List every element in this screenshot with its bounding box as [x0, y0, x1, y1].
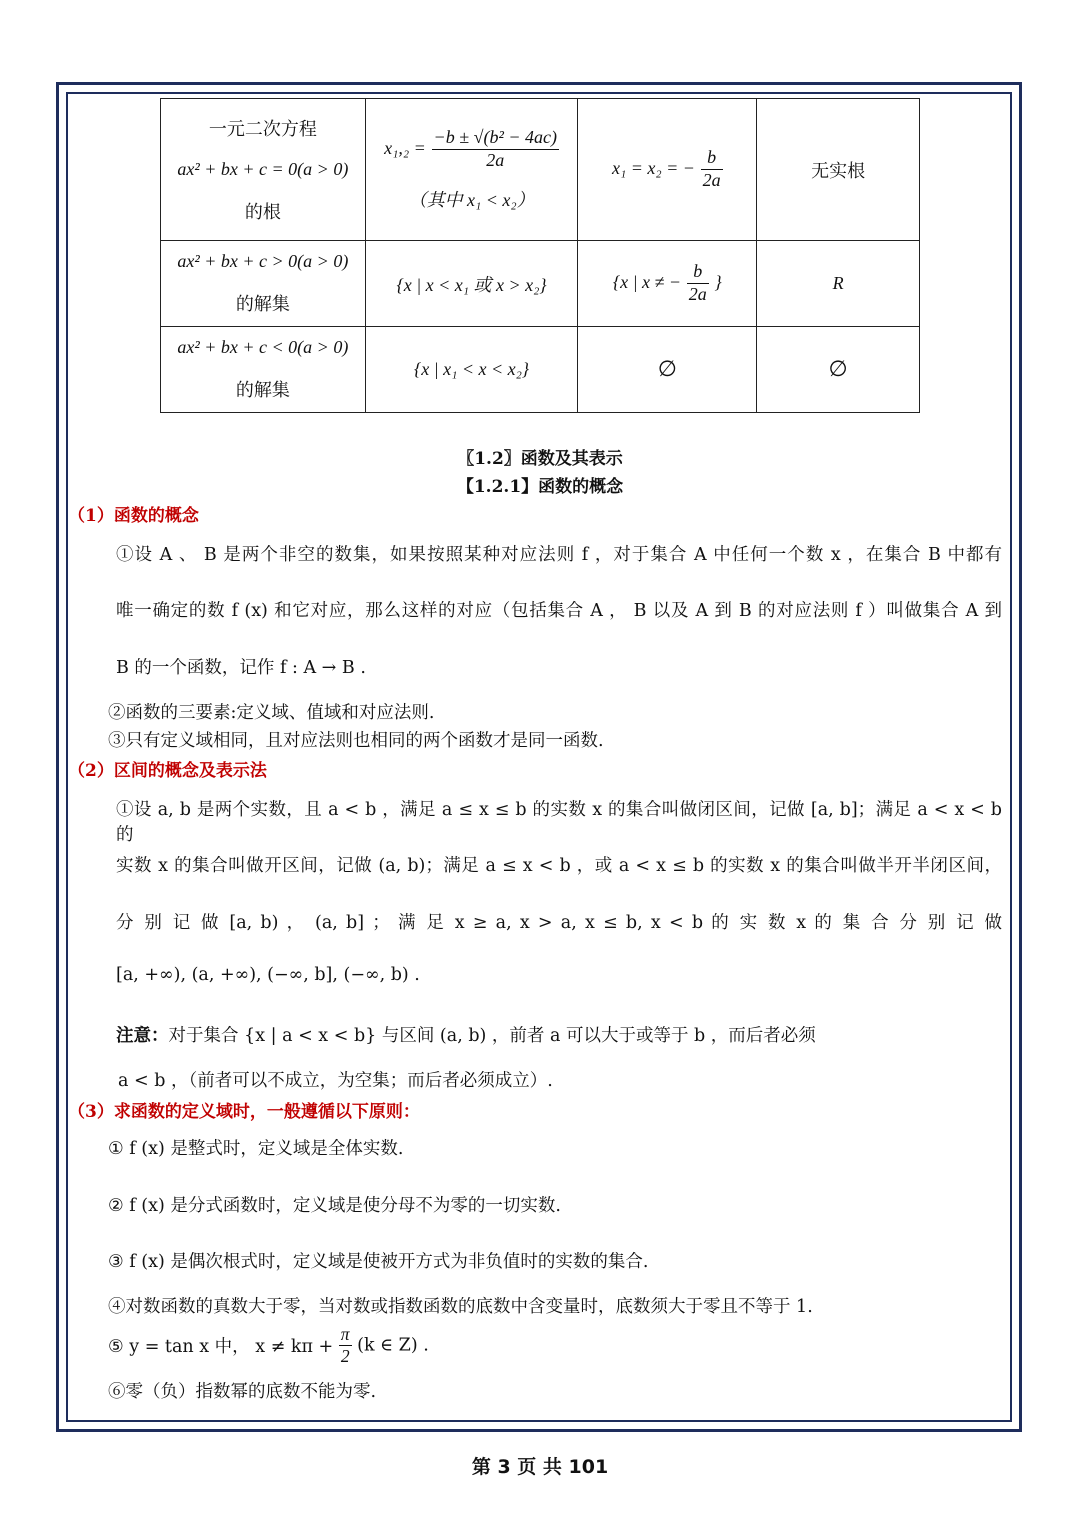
- row-label-bottom: 的根: [244, 202, 281, 223]
- table-row: [161, 241, 920, 327]
- table-cell: {x | x < x₁ 或 x > x₂}: [365, 241, 578, 327]
- rule-item: ⑥零（负）指数幂的底数不能为零.: [108, 1382, 377, 1402]
- quadratic-table: [160, 98, 920, 413]
- table-cell: [578, 99, 757, 241]
- double-root-fraction: [701, 147, 723, 191]
- table-cell: 无实根: [757, 99, 920, 241]
- table-cell: ∅: [757, 327, 920, 413]
- section-title: 〖1.2〗函数及其表示: [457, 449, 623, 469]
- fraction-denominator: 2a: [688, 284, 707, 304]
- note-label: 注意：: [116, 1026, 169, 1046]
- rule5-fraction: [339, 1324, 352, 1367]
- row-label-bottom: 的解集: [235, 294, 290, 315]
- fraction-numerator: π: [340, 1324, 350, 1344]
- fraction-denominator: 2a: [702, 170, 721, 190]
- paragraph-line: ①设 a, b 是两个实数，且 a < b ，满足 a ≤ x ≤ b 的实数 x 的集合叫做闭区间，记做 [a, b]；满足 a < x < b 的: [116, 800, 1002, 845]
- fraction-denominator: 2a: [486, 150, 505, 170]
- paragraph-line: ③只有定义域相同，且对应法则也相同的两个函数才是同一函数.: [108, 731, 604, 751]
- rule-item: ① f (x) 是整式时，定义域是全体实数.: [108, 1139, 404, 1159]
- page-footer: 第 3 页 共 101: [471, 1456, 609, 1478]
- row-label-equation: ax² + bx + c < 0(a > 0): [177, 337, 349, 357]
- fraction-numerator: b: [687, 261, 709, 284]
- table-cell: ∅: [578, 327, 757, 413]
- table-cell: [161, 327, 366, 413]
- part3-heading: （3）求函数的定义域时，一般遵循以下原则：: [68, 1102, 420, 1122]
- row-label-top: 一元二次方程: [208, 119, 317, 140]
- rule-item: ④对数函数的真数大于零，当对数或指数函数的底数中含变量时，底数须大于零且不等于 1.: [108, 1297, 813, 1317]
- table-cell: [578, 241, 757, 327]
- note-text: 对于集合 {x | a < x < b} 与区间 (a, b) ，前者 a 可以大于或等于 b ，而后者必须: [168, 1026, 816, 1046]
- rule-item: [108, 1324, 429, 1367]
- table-cell: R: [757, 241, 920, 327]
- paragraph-line: [a, +∞), (a, +∞), (−∞, b], (−∞, b) .: [116, 965, 420, 985]
- set-rhs: }: [714, 272, 722, 293]
- set-lhs: {x | x ≠ −: [612, 272, 682, 293]
- fraction-numerator: −b ± √(b² − 4ac): [432, 127, 559, 150]
- rule-item: ② f (x) 是分式函数时，定义域是使分母不为零的一切实数.: [108, 1196, 561, 1216]
- paragraph-line: 唯一确定的数 f (x) 和它对应，那么这样的对应（包括集合 A ， B 以及 A 到 B 的对应法则 f ）叫做集合 A 到: [116, 601, 1002, 621]
- note-line: [116, 1022, 816, 1047]
- table-cell: [161, 241, 366, 327]
- set-fraction: [687, 261, 709, 305]
- paragraph-line: ①设 A 、 B 是两个非空的数集，如果按照某种对应法则 f ，对于集合 A 中任何一个数 x ，在集合 B 中都有: [116, 545, 1002, 565]
- fraction-numerator: b: [701, 147, 723, 170]
- row-label-bottom: 的解集: [235, 380, 290, 401]
- double-root-lhs: x₁ = x₂ = −: [611, 158, 695, 179]
- table-cell: [365, 99, 578, 241]
- note-line: a < b ，（前者可以不成立，为空集；而后者必须成立）.: [118, 1071, 553, 1091]
- paragraph-line: 分 别 记 做 [a, b) ， (a, b] ； 满 足 x ≥ a, x > a, x ≤ b, x < b 的 实 数 x 的 集 合 分 别 记 做: [116, 913, 1002, 933]
- rule-item: ③ f (x) 是偶次根式时，定义域是使被开方式为非负值时的实数的集合.: [108, 1252, 649, 1272]
- fraction-denominator: 2: [340, 1346, 350, 1366]
- table-row: [161, 327, 920, 413]
- paragraph-line: 实数 x 的集合叫做开区间，记做 (a, b)；满足 a ≤ x < b ，或 a < x ≤ b 的实数 x 的集合叫做半开半闭区间，: [116, 856, 1002, 876]
- table-cell: {x | x₁ < x < x₂}: [365, 327, 578, 413]
- root-formula-note: （其中 x₁ < x₂）: [408, 189, 535, 210]
- part1-heading: （1）函数的概念: [68, 506, 199, 526]
- part2-heading: （2）区间的概念及表示法: [68, 761, 267, 781]
- row-label-equation: ax² + bx + c > 0(a > 0): [177, 251, 349, 271]
- paragraph-line: B 的一个函数，记作 f : A → B .: [116, 658, 366, 678]
- table-cell: [161, 99, 366, 241]
- subsection-title: 【1.2.1】函数的概念: [456, 477, 624, 497]
- rule5-rhs: (k ∈ Z) .: [357, 1335, 429, 1356]
- row-label-equation: ax² + bx + c = 0(a > 0): [177, 159, 349, 179]
- root-formula-fraction: [432, 127, 559, 171]
- table-row: [161, 99, 920, 241]
- rule5-lhs: ⑤ y = tan x 中， x ≠ kπ +: [108, 1337, 334, 1357]
- root-formula-lhs: x₁,₂ =: [384, 138, 426, 159]
- paragraph-line: ②函数的三要素:定义域、值域和对应法则.: [108, 703, 435, 723]
